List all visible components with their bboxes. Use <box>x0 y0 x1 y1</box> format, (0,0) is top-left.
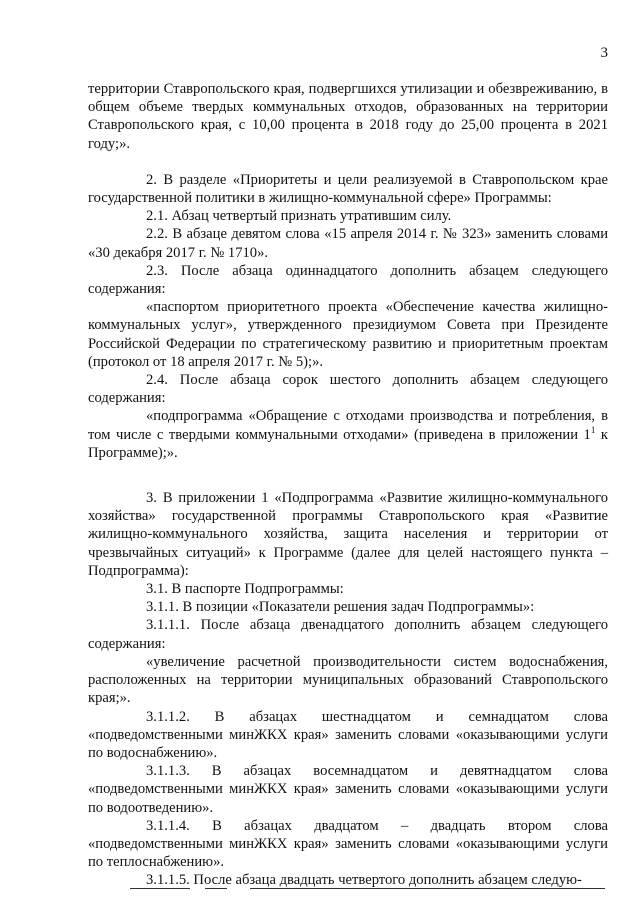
paragraph-text: к Программе);». <box>88 426 608 461</box>
section-1-tail <box>88 80 608 153</box>
paragraph: 3.1.1.2. В абзацах шестнадцатом и семнадцатом слова «подведомственными минЖКХ края» заменить словами «оказывающими услуги по водоснабжению». <box>88 708 608 761</box>
paragraph: 3.1.1. В позиции «Показатели решения задач Подпрограммы»: <box>146 599 535 616</box>
paragraph: «паспортом приоритетного проекта «Обеспечение качества жилищно-коммунальных услуг», утвержденного президиумом Совета при Президенте Российской Федерации по стратегическому развитию и приоритетным проектам (протокол от 18 апреля 2017 г. № 5);». <box>88 299 608 370</box>
paragraph-text: «подпрограмма «Обращение с отходами производства и потребления, в том числе с твердыми коммунальными отходами» (приведена в приложении 1 <box>88 408 608 443</box>
divider <box>250 888 605 889</box>
document-body <box>88 80 608 890</box>
divider <box>205 888 227 889</box>
paragraph: 3.1. В паспорте Подпрограммы: <box>146 581 344 598</box>
paragraph <box>88 407 608 462</box>
superscript: 1 <box>590 424 596 435</box>
paragraph: территории Ставропольского края, подвергшихся утилизации и обезвреживанию, в общем объеме твердых коммунальных отходов, образованных на территории Ставропольского края, с 10,00 процента в 2018 году до 25,00 процента в 2021 году;». <box>88 81 608 152</box>
paragraph: 2.1. Абзац четвертый признать утратившим силу. <box>146 208 452 225</box>
page-number: 3 <box>600 45 608 61</box>
section-2 <box>88 171 608 462</box>
paragraph: 2. В разделе «Приоритеты и цели реализуемой в Ставропольском крае государственной политики в жилищно-коммунальной сфере» Программы: <box>88 171 608 207</box>
paragraph: 2.3. После абзаца одиннадцатого дополнить абзацем следующего содержания: <box>88 262 608 298</box>
scan-edge-lines <box>0 885 640 891</box>
paragraph: «увеличение расчетной производительности систем водоснабжения, расположенных на территории муниципальных образований Ставропольского края;». <box>88 653 608 707</box>
paragraph: 2.2. В абзаце девятом слова «15 апреля 2014 г. № 323» заменить словами «30 декабря 2017 г. № 1710». <box>88 226 608 261</box>
section-3 <box>88 489 608 889</box>
paragraph: 3.1.1.5. После абзаца двадцать четвертого дополнить абзацем следую- <box>146 872 582 889</box>
paragraph: 3.1.1.3. В абзацах восемнадцатом и девятнадцатом слова «подведомственными минЖКХ края» заменить словами «оказывающими услуги по водоотведению». <box>88 763 608 816</box>
paragraph: 3. В приложении 1 «Подпрограмма «Развитие жилищно-коммунального хозяйства» государственной программы Ставропольского края «Развитие жилищно-коммунального хозяйства, защита населения и территории от чрезвычайных ситуаций» к Программе (далее для целей настоящего пункта – Подпрограмма): <box>88 490 608 579</box>
divider <box>130 888 190 889</box>
paragraph: 3.1.1.4. В абзацах двадцатом – двадцать втором слова «подведомственными минЖКХ края» заменить словами «оказывающими услуги по теплоснабжению». <box>88 817 608 871</box>
paragraph: 2.4. После абзаца сорок шестого дополнить абзацем следующего содержания: <box>88 372 608 407</box>
paragraph: 3.1.1.1. После абзаца двенадцатого дополнить абзацем следующего содержания: <box>88 617 608 652</box>
